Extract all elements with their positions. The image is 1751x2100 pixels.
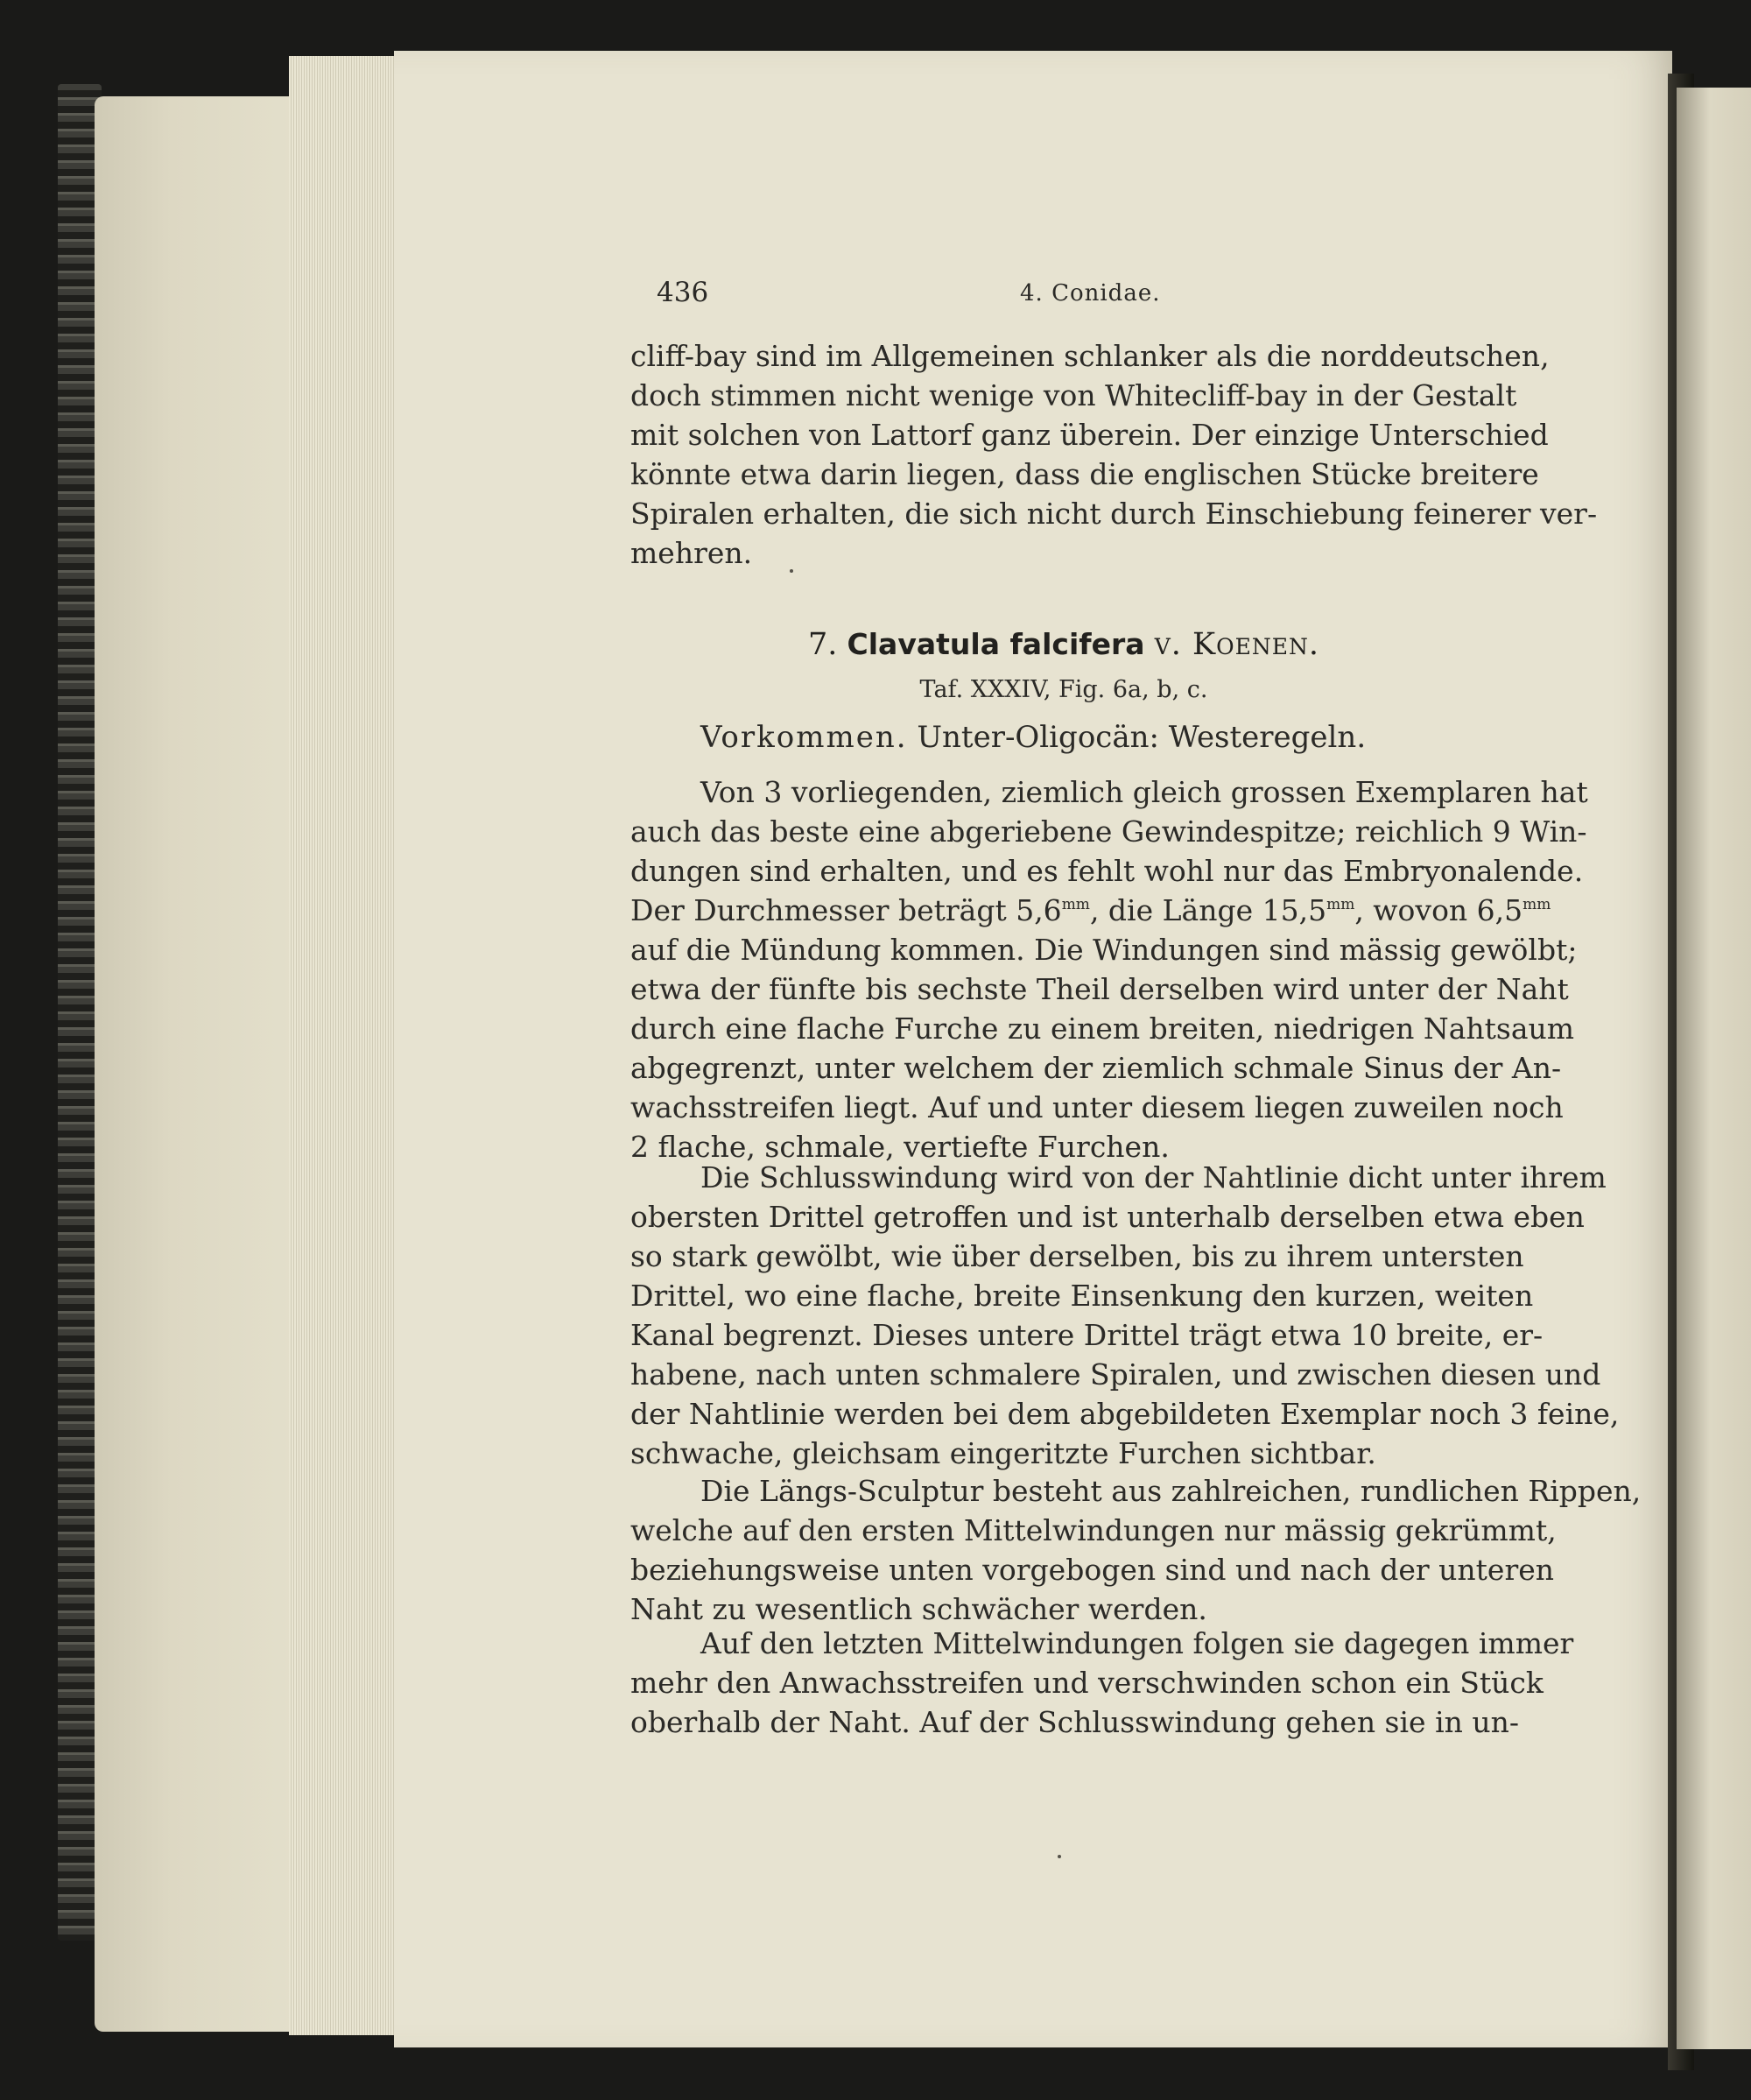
- paper-speck: [1058, 1855, 1061, 1858]
- plate-reference: Taf. XXXIV, Fig. 6a, b, c.: [919, 676, 1208, 703]
- description-paragraph-1: [630, 772, 1588, 1166]
- text-line: Die Längs-Sculptur besteht aus zahlreichen, rundlichen Rippen,: [700, 1474, 1642, 1508]
- unit-superscript: mm: [1522, 896, 1551, 913]
- intro-paragraph: [630, 336, 1598, 573]
- species-heading: [630, 627, 1497, 662]
- right-page-edge: [1677, 88, 1751, 2049]
- text-line: welche auf den ersten Mittelwindungen nur mässig gekrümmt,: [630, 1513, 1557, 1547]
- text-line: Kanal begrenzt. Dieses untere Drittel trägt etwa 10 breite, er-: [630, 1318, 1544, 1352]
- text-line: mehr den Anwachsstreifen und verschwinden schon ein Stück: [630, 1666, 1544, 1700]
- text-line: dungen sind erhalten, und es fehlt wohl nur das Embryonalende.: [630, 854, 1584, 888]
- description-paragraph-4: [630, 1624, 1574, 1742]
- unit-superscript: mm: [1326, 896, 1355, 913]
- description-paragraph-3: [630, 1471, 1642, 1629]
- text-line: so stark gewölbt, wie über derselben, bis zu ihrem untersten: [630, 1239, 1524, 1273]
- text-line: auf die Mündung kommen. Die Windungen sind mässig gewölbt;: [630, 933, 1578, 967]
- text-line-measurements: [630, 891, 1551, 930]
- running-head: 4. Conidae.: [1020, 280, 1161, 307]
- paper-speck: [790, 569, 793, 573]
- left-page-stack: [95, 96, 313, 2032]
- text-line: oberhalb der Naht. Auf der Schlusswindung gehen sie in un-: [630, 1705, 1520, 1739]
- text-line: obersten Drittel getroffen und ist unterhalb derselben etwa eben: [630, 1200, 1585, 1234]
- text-line: habene, nach unten schmalere Spiralen, und zwischen diesen und: [630, 1357, 1601, 1392]
- text-line: 2 flache, schmale, vertiefte Furchen.: [630, 1130, 1170, 1164]
- text-line: Die Schlusswindung wird von der Nahtlinie dicht unter ihrem: [700, 1160, 1607, 1194]
- occurrence-label: Vorkommen.: [700, 720, 908, 755]
- species-number: 7.: [807, 627, 838, 662]
- text-line: Von 3 vorliegenden, ziemlich gleich grossen Exemplaren hat: [700, 775, 1588, 809]
- page-number: 436: [657, 277, 709, 308]
- text-line: durch eine flache Furche zu einem breiten, niedrigen Nahtsaum: [630, 1011, 1575, 1046]
- text-line: könnte etwa darin liegen, dass die englischen Stücke breitere: [630, 457, 1539, 491]
- text-line: doch stimmen nicht wenige von Whitecliff-bay in der Gestalt: [630, 378, 1517, 412]
- unit-superscript: mm: [1061, 896, 1090, 913]
- text-line: abgegrenzt, unter welchem der ziemlich schmale Sinus der An-: [630, 1051, 1562, 1085]
- text-line: etwa der fünfte bis sechste Theil derselben wird unter der Naht: [630, 972, 1569, 1006]
- text-segment: Der Durchmesser beträgt 5,6: [630, 893, 1062, 927]
- text-line: mehren.: [630, 536, 753, 570]
- text-line: schwache, gleichsam eingeritzte Furchen sichtbar.: [630, 1436, 1376, 1470]
- text-segment: , die Länge 15,5: [1089, 893, 1327, 927]
- text-line: Drittel, wo eine flache, breite Einsenkung den kurzen, weiten: [630, 1279, 1534, 1313]
- text-line: mit solchen von Lattorf ganz überein. Der einzige Unterschied: [630, 418, 1549, 452]
- species-name: Clavatula falcifera: [847, 627, 1145, 661]
- text-line: Auf den letzten Mittelwindungen folgen sie dagegen immer: [700, 1626, 1574, 1660]
- occurrence-line: [700, 720, 1366, 755]
- text-segment: , wovon 6,5: [1354, 893, 1523, 927]
- description-paragraph-2: [630, 1158, 1620, 1473]
- species-author: v. Koenen.: [1154, 627, 1320, 662]
- text-line: Spiralen erhalten, die sich nicht durch Einschiebung feinerer ver-: [630, 497, 1598, 531]
- page-header: [657, 277, 1488, 317]
- text-line: cliff-bay sind im Allgemeinen schlanker als die norddeutschen,: [630, 339, 1550, 373]
- text-line: wachsstreifen liegt. Auf und unter diesem liegen zuweilen noch: [630, 1090, 1564, 1124]
- text-line: Naht zu wesentlich schwächer werden.: [630, 1592, 1207, 1626]
- page-edges: [289, 56, 411, 2035]
- text-line: beziehungsweise unten vorgebogen sind und nach der unteren: [630, 1553, 1555, 1587]
- occurrence-text: Unter-Oligocän: Westeregeln.: [917, 720, 1367, 755]
- text-line: der Nahtlinie werden bei dem abgebildeten Exemplar noch 3 feine,: [630, 1397, 1620, 1431]
- text-line: auch das beste eine abgeriebene Gewindespitze; reichlich 9 Win-: [630, 814, 1587, 849]
